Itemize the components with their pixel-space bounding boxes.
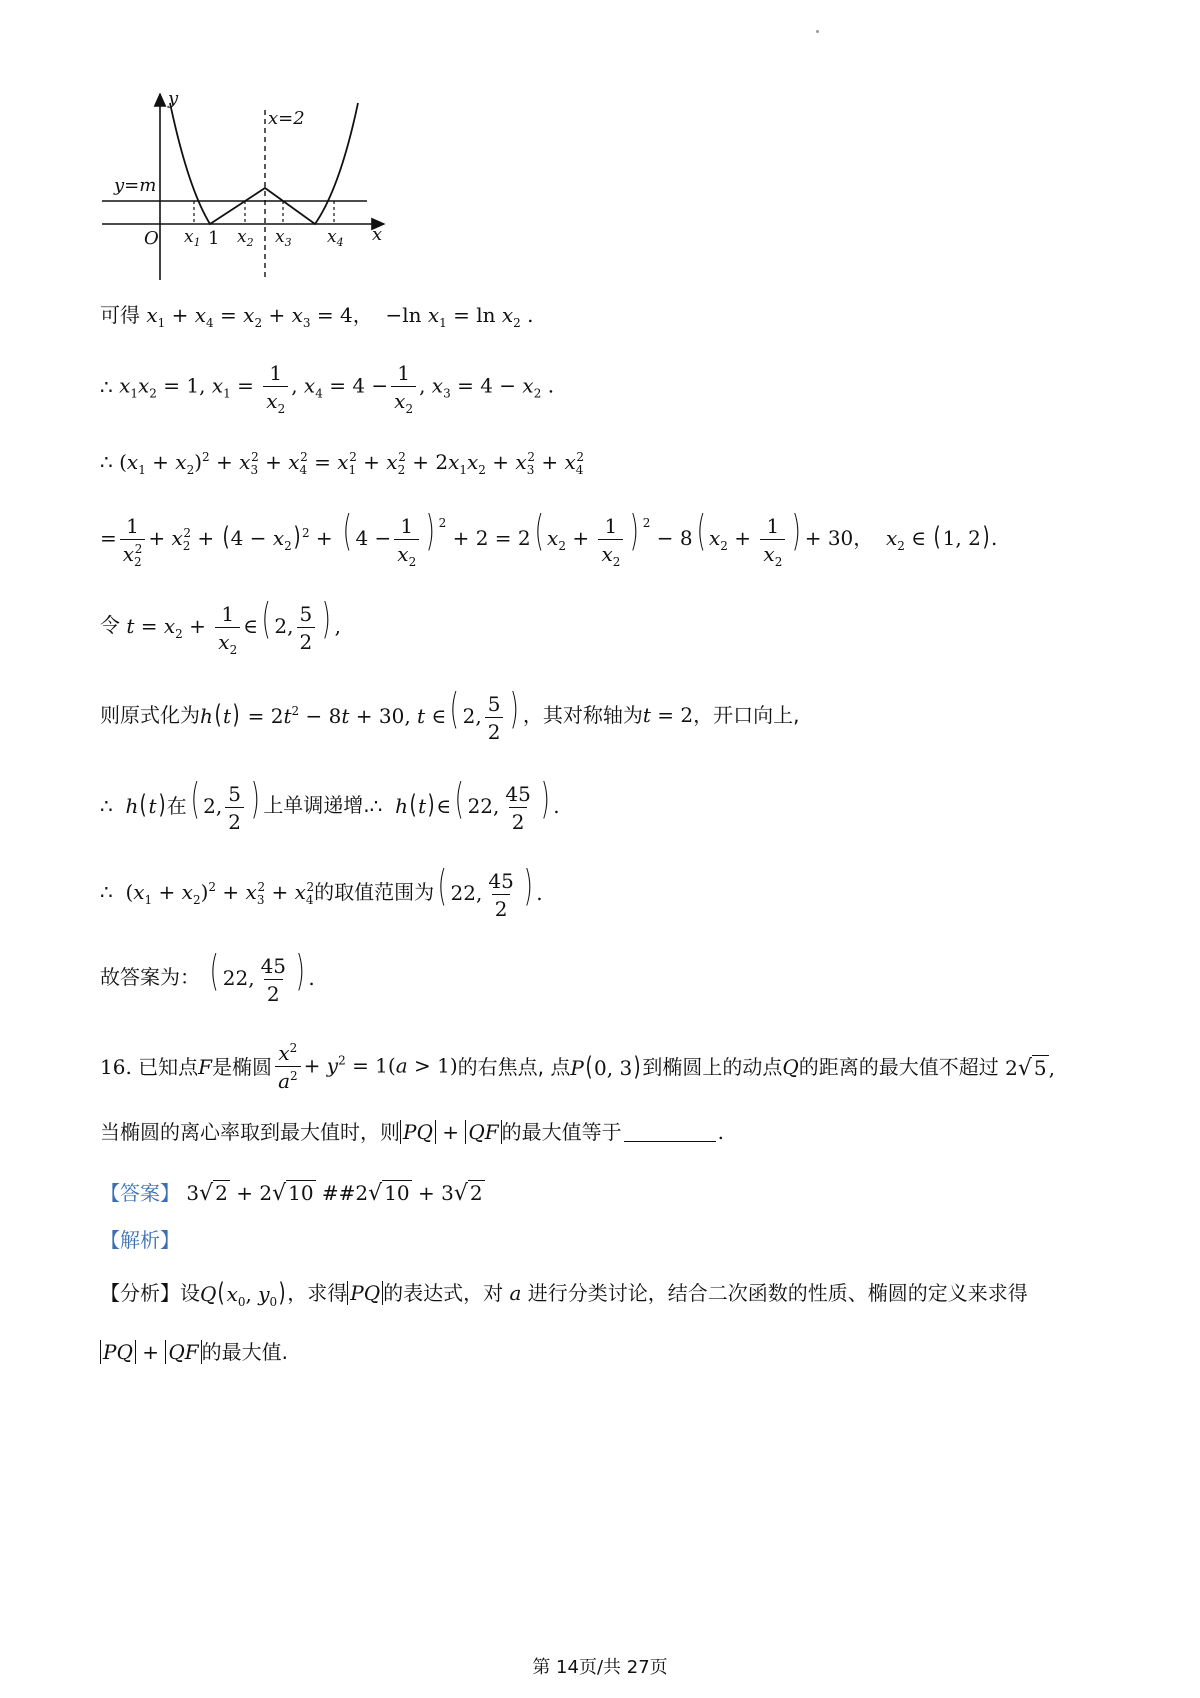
q16-point-f: F — [198, 1055, 213, 1079]
q16-point-q: Q — [782, 1055, 799, 1079]
origin-label: O — [144, 228, 159, 249]
stray-dot — [816, 30, 819, 33]
x1-label: $x_1$ — [184, 227, 201, 249]
q16-text-f: 当椭圆的离心率取到最大值时，则 — [100, 1120, 400, 1144]
therefore-symbol: ∴ — [100, 375, 113, 399]
solution-line-1 — [100, 303, 534, 330]
q16-ellipse-formula: $\frac{x^2}{a^2}$ + $y^2 = 1(a > 1)$ — [272, 1042, 458, 1092]
q16-text-e: 的距离的最大值不超过 — [798, 1055, 999, 1079]
question-16-line-1 — [100, 1042, 1055, 1092]
final-answer-line — [100, 946, 315, 1006]
solution-line-6 — [100, 684, 800, 744]
analysis-tag: 【解析】 — [100, 1228, 180, 1252]
line7-mid: 上单调递增. — [263, 793, 370, 818]
line8-suffix: 的取值范围为 — [314, 880, 435, 905]
q16-text-d: 到椭圆上的动点 — [642, 1055, 783, 1079]
function-curve — [170, 103, 358, 224]
solution-line-7 — [100, 774, 560, 834]
fenxi-a: 设 — [180, 1281, 200, 1305]
line6-suffix: ，开口向上, — [693, 703, 800, 728]
x3-label: $x_3$ — [275, 227, 292, 249]
line6-formula: $h(t) = 2t^2 - 8t + 30$, t ∈( 2, $\frac{5}{2}$ ) — [200, 684, 520, 744]
symmetry-label: x=2 — [268, 108, 305, 129]
line7-formula-a: ∴ h(t)在( 2, $\frac{5}{2}$ ) — [100, 774, 260, 834]
line1-prefix: 可得 — [100, 303, 140, 327]
tick-one-label: 1 — [208, 228, 220, 249]
fenxi-line-2 — [100, 1340, 288, 1364]
fenxi-target-expr: PQ + QF — [100, 1340, 202, 1364]
horizontal-line-label: y=m — [114, 175, 157, 196]
line6-mid: ，其对称轴为 — [522, 703, 643, 728]
question-16-line-2: 当椭圆的离心率取到最大值时，则 PQ + QF 的最大值等于 . — [100, 1120, 724, 1144]
x4-label: $x_4$ — [327, 227, 344, 249]
q16-point-p: P(0, 3) — [570, 1052, 641, 1082]
solution-line-2 — [100, 361, 555, 416]
x-axis-label: x — [372, 224, 383, 245]
line6-prefix: 则原式化为 — [100, 703, 200, 728]
fenxi-line-1 — [100, 1278, 1028, 1309]
line2-formula: $x_1x_2 = 1$, $x_1$ = $\frac{1}{x_2}$ , $x_4 = 4$ − $\frac{1}{x_2}$ , $x_3 = 4 - x_2$ . — [112, 361, 555, 416]
fenxi-e: 的最大值. — [201, 1340, 288, 1364]
therefore-symbol-2: ∴ — [100, 450, 113, 474]
fenxi-d: 进行分类讨论，结合二次函数的性质、椭圆的定义来求得 — [527, 1281, 1028, 1305]
line1-formula: $x_1 + x_4 = x_2 + x_3 = 4$， −ln $x_1 = \ln x_2$ . — [140, 303, 534, 330]
q16-bound: 2 √ 5 , — [1005, 1055, 1055, 1081]
line4-formula: = $\frac{1}{x_2^2}$ + $x_2^2 + (4 - x_2) ^2$ + ( 4 − $\frac{1}{x_2}$ ) $^2$ + 2 = 2( $x_2$ + $\frac{1}{x_2}$ ) $^2$ − 8( $x_2$ + $\frac{1}{x_2}$ ) + 30， $x_2$ ∈ (1, 2). — [100, 506, 998, 569]
line7-formula-b: ∴ h(t)∈( 22, $\frac{45}{2}$ ) . — [369, 774, 560, 834]
fenxi-pq: PQ — [347, 1281, 383, 1305]
q16-text-a: 已知点 — [138, 1055, 199, 1079]
solution-line-4 — [100, 506, 998, 569]
page-footer: 第 14页/共 27页 — [532, 1657, 668, 1678]
answer-blank — [624, 1123, 716, 1142]
solution-line-5 — [100, 594, 341, 657]
solution-line-8 — [100, 861, 543, 921]
fenxi-a-var: a — [503, 1281, 528, 1305]
line3-formula: $(x_1 + x_2)^2 + x_3^2 + x_4^2 = x_1^2 + x_2^2 + 2x_1x_2 + x_3^2 + x_4^2$ — [119, 450, 585, 477]
answer-separator: ## — [321, 1181, 356, 1205]
solution-line-3 — [100, 450, 585, 477]
q16-target-expr: PQ + QF — [400, 1120, 502, 1144]
fenxi-c: 的表达式，对 — [383, 1281, 504, 1305]
q16-text-g: 的最大值等于 — [501, 1120, 622, 1144]
line8-formula-b: ( 22, $\frac{45}{2}$ ) . — [437, 861, 543, 921]
fenxi-b: ，求得 — [287, 1281, 348, 1305]
q16-text-b: 是椭圆 — [212, 1055, 273, 1079]
answer-tag: 【答案】 — [100, 1180, 180, 1205]
fenxi-tag: 【分析】 — [100, 1281, 180, 1305]
line5-formula: $t = x_2$ + $\frac{1}{x_2}$ ∈( 2, $\frac{5}{2}$ ) , — [120, 594, 341, 657]
q16-text-c: 的右焦点, 点 — [457, 1055, 571, 1079]
line5-prefix: 令 — [100, 613, 120, 638]
function-graph — [100, 88, 400, 288]
question-number: 16. — [100, 1055, 132, 1079]
answer-line — [100, 1180, 485, 1205]
line6-axis: t = 2 — [642, 703, 694, 728]
line8-formula-a: ∴ $(x_1 + x_2)^2 + x_3^2 + x_4^2$ — [100, 880, 315, 908]
answer-formula: 3 √ 2 + 2 √ 10 ##2 √ 10 + 3 √ 2 — [186, 1181, 483, 1206]
fenxi-q-point: $Q(x_0$, $y_0$) — [200, 1278, 286, 1309]
x2-label: $x_2$ — [237, 227, 254, 249]
y-axis-label: y — [168, 88, 179, 109]
analysis-tag-line — [100, 1230, 180, 1250]
final-answer-formula: ( 22, $\frac{45}{2}$ ) . — [210, 946, 315, 1006]
final-answer-prefix: 故答案为： — [100, 965, 200, 990]
